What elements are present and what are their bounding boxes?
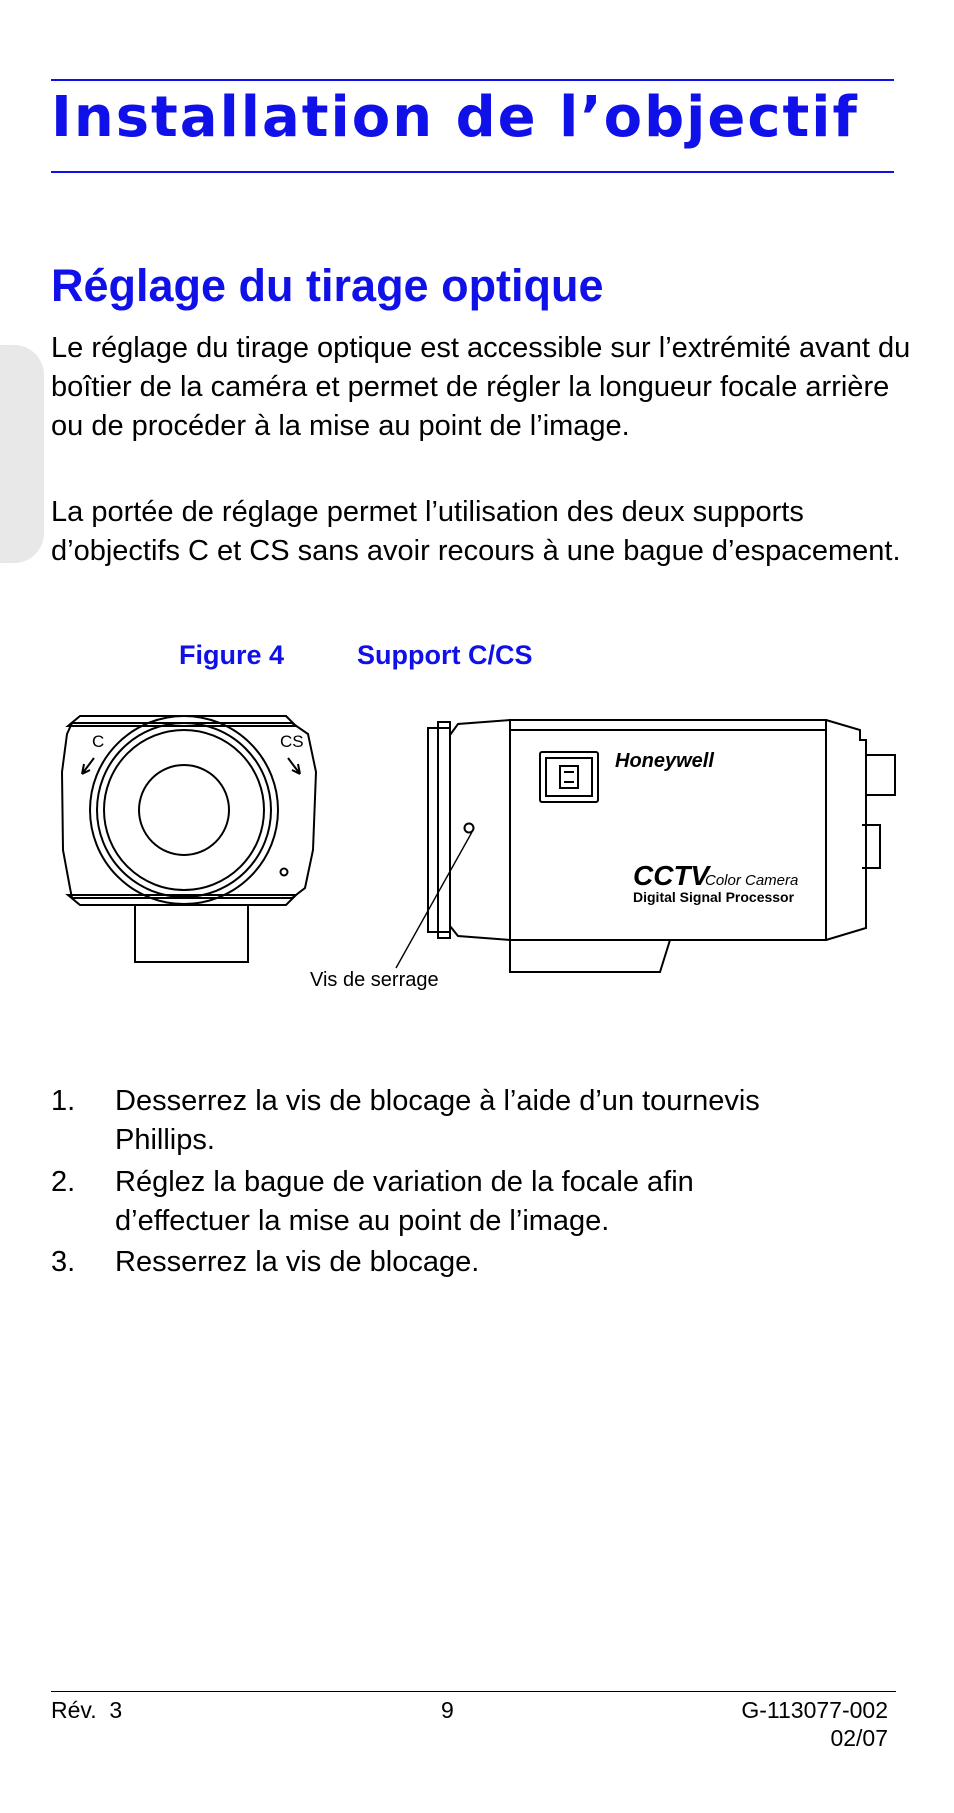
section-heading: Réglage du tirage optique — [51, 260, 604, 311]
title-bottom-rule — [51, 171, 894, 173]
step-3-number: 3. — [51, 1246, 76, 1278]
step-2-number: 2. — [51, 1166, 76, 1198]
figure-number: Figure 4 — [179, 640, 285, 670]
step-1-number: 1. — [51, 1085, 76, 1117]
product-line: CCTV — [633, 860, 710, 891]
step-2-text: Réglez la bague de variation de la focale afin d’effectuer la mise au point de l’image. — [115, 1166, 694, 1237]
footer-date: 02/07 — [830, 1725, 888, 1751]
step-3-text: Resserrez la vis de blocage. — [115, 1246, 480, 1278]
footer-revision: Rév. 3 — [51, 1697, 123, 1723]
paragraph-range: La portée de réglage permet l’utilisation des deux supports d’objectifs C et CS sans avoir recours à une bague d’espacement. — [51, 496, 901, 567]
brand-logo: Honeywell — [615, 750, 714, 772]
ring-mark-c: C — [92, 732, 105, 751]
camera-illustration — [0, 700, 954, 1000]
section-thumb-tab — [0, 345, 44, 563]
paragraph-intro: Le réglage du tirage optique est accessible sur l’extrémité avant du boîtier de la caméra et permet de régler la longueur focale arrière ou de procéder à la mise au point de l’image. — [51, 332, 911, 442]
camera-front-view — [62, 716, 316, 962]
step-1-text: Desserrez la vis de blocage à l’aide d’un tournevis Phillips. — [115, 1085, 760, 1156]
figure-caption: Support C/CS — [357, 640, 533, 670]
footer-page-number: 9 — [441, 1697, 454, 1723]
ring-mark-cs: CS — [280, 732, 304, 751]
product-desc: Digital Signal Processor — [633, 889, 795, 905]
product-sub: Color Camera — [705, 872, 799, 889]
footer-doc-number: G-113077-002 — [741, 1697, 888, 1723]
page-title: Installation de l’objectif — [51, 85, 859, 150]
footer-rule — [51, 1691, 896, 1692]
callout-label: Vis de serrage — [310, 969, 439, 991]
title-top-rule — [51, 79, 894, 81]
